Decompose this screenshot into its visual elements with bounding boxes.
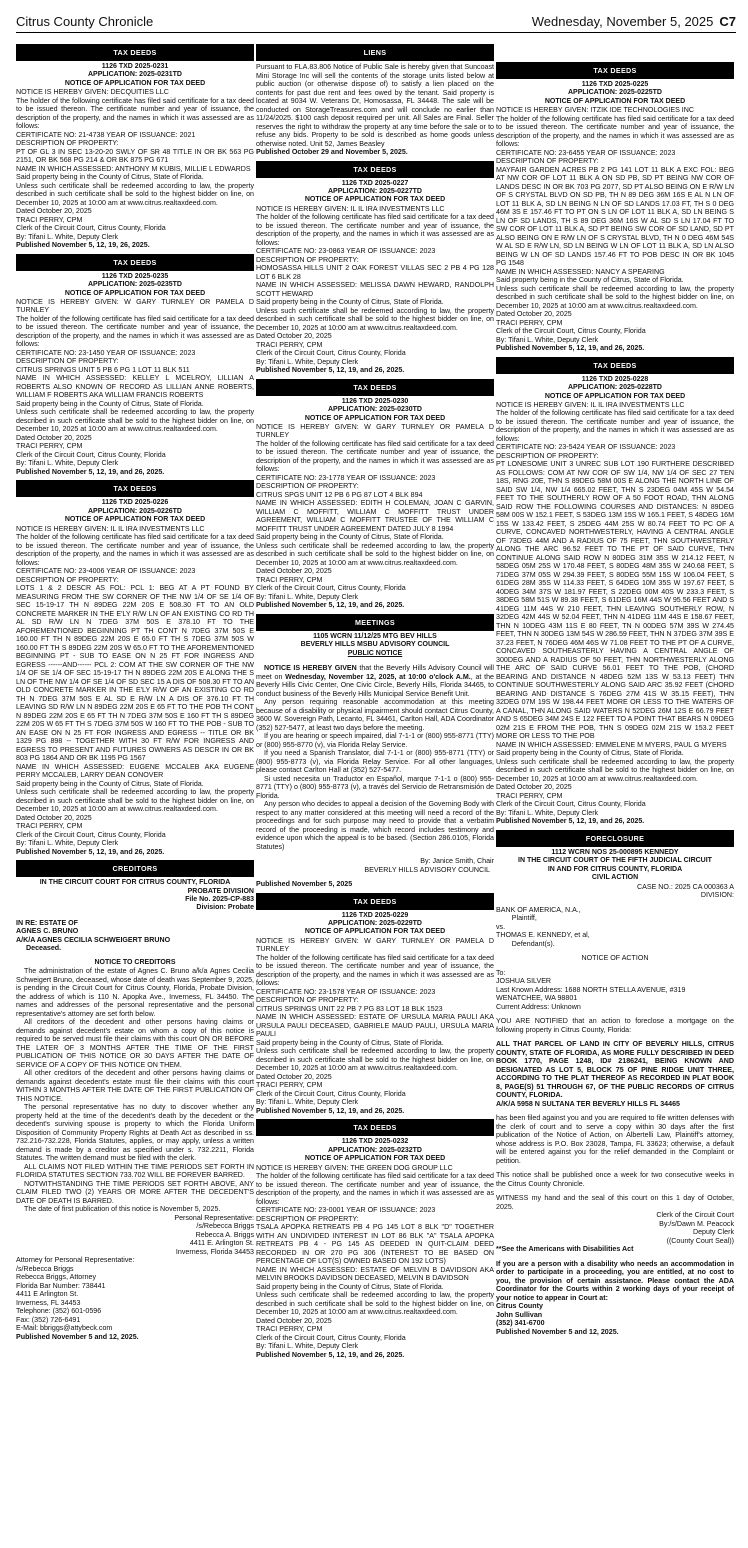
case-number: CASE NO.: 2025 CA 000363 A: [636, 882, 734, 891]
paragraph: If you need a Spanish Translator, dial 7-1-1 or (800) 955-8771 (TTY) or (800) 955-8773 (v), via Florida Relay Service. For all other languages, please contact Carlton Hall at (352) 527-5477.: [256, 749, 494, 775]
column-2: [256, 44, 494, 1542]
paragraph: The administration of the estate of Agnes C. Bruno a/k/a Agnes Cecilia Schweigert Bruno, deceased, whose date of death was September 9, 2025, is pending in the Circuit Court for Citrus County, Florida, Probate Division, the address of which is 110 N. Apopka Ave., Inverness, FL 34450. The names and addresses of the personal representative and the personal representative's attorney are set forth below.: [16, 967, 254, 1018]
attorney-block: Attorney for Personal Representative: /s/Rebecca Briggs Rebecca Briggs, Attorney Florida Bar Number: 738441 4411 E Arlington St. Inverness, FL 34453 Telephone: (352) 601-0596 Fax: (352) 726-6491 E-Mail: bbriggs@attybeck.com: [16, 1256, 135, 1333]
notice-body: NOTICE IS HEREBY GIVEN: W GARY TURNLEY OR PAMELA D TURNLEY The holder of the following certificate has filed said certificate for a tax deed to be issued thereon. The certificate number and year of issuance, the description of the property, and the names in which it was assessed are as follows: CERTIFICATE NO: 23-1578 YEAR OF ISSUANCE: 2023 DESCRIPTION OF PROPERTY: CITRUS SPRINGS UNIT 22 PB 7 PG 83 LOT 18 BLK 1523 NAME IN WHICH ASSESSED: ESTATE OF URSULA MARIA PAULI AKA URSULA PAULI DECEASED, GABRIELE MAUD PAULI, URSULA MARIA PAULI Said property being in the County of Citrus, State of Florida. Unless such certificate shall be redeemed according to law, the property described in such certificate shall be sold to the highest bidder on line, on December 10, 2025 at 10:00 am at www.citrus.realtaxdeed.com. Dated October 20, 2025 TRACI PERRY, CPM Clerk of the Circuit Court, Citrus County, Florida By: Tifani L. White, Deputy Clerk: [256, 936, 494, 1107]
notice-heading: NOTICE OF APPLICATION FOR TAX DEED: [64, 79, 206, 87]
ada-heading: **See the Americans with Disabilities Act: [496, 1245, 634, 1254]
notice-heading: NOTICE OF ACTION: [581, 954, 649, 963]
division-line: PROBATE DIVISION: [187, 887, 254, 895]
sig-line: ((County Court Seal)): [666, 1236, 734, 1245]
section-header-tax-deeds: TAX DEEDS: [256, 893, 494, 910]
personal-representative-block: [16, 1214, 254, 1257]
text-run: that the Beverly Hills Advisory Council will meet on: [256, 664, 494, 681]
notice-body: NOTICE IS HEREBY GIVEN: ITZIK IDE TECHNOLOGIES INC The holder of the following certificate has filed said certificate for a tax deed to be issued thereon. The certificate number and year of issuance, the description of the property, and the names in which it was assessed are as follows: CERTIFICATE NO: 23-6455 YEAR OF ISSUANCE: 2023 DESCRIPTION OF PROPERTY: MAYFAIR GARDEN ACRES PB 2 PG 141 LOT 11 BLK A EXC FOL: BEG AT NW COR OF LOT 11 BLK A ON SD PB, SD PT BEING NW COR OF LANDS DESC IN OR BK 703 PG 2077, SD PT ALSO BEING ON E R/W LN OF S CRYSTAL BLVD ON SD PB, TH N 89 DEG 36M 16S E AL N LN OF LOT 11 BLK A, SD LN BEING N LN OF SD LANDS 17.03 FT, TH S 0 DEG 46M 3S E 157.46 FT TO PT ON S LN OF LOT 11 BLK A, SD LN BEING S LN OF SD LANDS, TH S 89 DEG 36M 16S W AL SD S LN 17.04 FT TO SW COR OF LOT 11 BLK A, SD PT BEING SW COR OF SD LAND, SD PT ALSO BEING ON E R/W LN OF S CRYSTAL BLVD, TH N 0 DEG 46M 54S W AL SD E R/W LN, SD LN BEING W LN OF LOT 11 BLK A, SD LN ALSO BEING W LN OF SD LANDS 157.46 FT TO POB DESC IN OR BK 1045 PG 1548 NAME IN WHICH ASSESSED: NANCY A SPEARING Said property being in the County of Citrus, State of Florida. Unless such certificate shall be redeemed according to law, the property described in such certificate shall be sold to the highest bidder on line, on December 10, 2025 at 10:00 am at www.citrus.realtaxdeed.com. Dated October 20, 2025 TRACI PERRY, CPM Clerk of the Circuit Court, Citrus County, Florida By: Tifani L. White, Deputy Clerk: [496, 106, 734, 344]
estate-caption: [16, 919, 254, 953]
signature-line: By: Janice Smith, Chair: [420, 857, 494, 866]
notice-id: 1105 WCRN 11/12/25 MTG BEV HILLS: [313, 632, 437, 640]
notice-body: NOTICE IS HEREBY GIVEN: THE GREEN DOG GROUP LLC The holder of the following certificate has filed said certificate for a tax deed to be issued thereon. The certificate number and year of issuance, the description of the property, and the names in which it was assessed are as follows: CERTIFICATE NO: 23-0001 YEAR OF ISSUANCE: 2023 DESCRIPTION OF PROPERTY: TSALA APOPKA RETREATS PB 4 PG 145 LOT 8 BLK "D" TOGETHER WITH AN UNDIVIDED INTEREST IN LOT 86 BLK "A" TSALA APOPKA RETREATS PB 4 - PG 145 AS DEEDED IN QUIT-CLAIM DEED RECORDED IN OR 270 PG 306 (INTEREST TO BE BASED ON PERCENTAGE OF LOT(S) OWNED BASED ON 192 LOTS) NAME IN WHICH ASSESSED: ESTATE OF MELVIN B DAVIDSON AKA MELVIN BROOKS DAVIDSON DECEASED, MELVIN B DAVIDSON Said property being in the County of Citrus, State of Florida. Unless such certificate shall be redeemed according to law, the property described in such certificate shall be sold to the highest bidder on line, on December 10, 2025 at 10:00 am at www.citrus.realtaxdeed.com. Dated October 20, 2025 TRACI PERRY, CPM Clerk of the Circuit Court, Citrus County, Florida By: Tifani L. White, Deputy Clerk: [256, 1163, 494, 1351]
publication-dates: Published November 5, 12, 19, and 26, 2025.: [256, 1106, 405, 1115]
court-name: IN THE CIRCUIT COURT OF THE FIFTH JUDICIAL CIRCUIT: [518, 857, 712, 865]
section-header-tax-deeds: TAX DEEDS: [16, 480, 254, 497]
paragraph: has been filed against you and you are required to file written defenses with the clerk of court and to serve a copy within 30 days after the first publication of the Notice of Action, on Albertelli Law, Plaintiff's attorney, whose address is P.O. Box 23028, Tampa, FL 33623; otherwise, a default will be entered against you for the relief demanded in the Complaint or petition.: [496, 1114, 734, 1165]
notice-application: APPLICATION: 2025-0230TD: [327, 406, 422, 414]
date-text: Wednesday, November 5, 2025: [531, 14, 714, 29]
paragraph: Si usted necesita un Traductor en Español, marque 7-1-1 o (800) 955-8771 (TTY) o (800) 955-8773 (v), a través del Servicio de Retransmisión de Florida.: [256, 774, 494, 800]
council-name: BEVERLY HILLS MSBU ADVISORY COUNCIL: [300, 641, 450, 649]
paragraph: YOU ARE NOTIFIED that an action to foreclose a mortgage on the following property in Citrus County, Florida:: [496, 1017, 734, 1034]
paragraph: The date of first publication of this notice is November 5, 2025.: [24, 1205, 221, 1214]
notice-id: 1126 TXD 2025-0230: [341, 397, 409, 405]
notice-heading: NOTICE OF APPLICATION FOR TAX DEED: [304, 196, 446, 204]
section-header-tax-deeds: TAX DEEDS: [256, 1119, 494, 1136]
publication-dates: Published November 5, 12, 19, and 26, 2025.: [496, 344, 645, 353]
notice-heading: NOTICE OF APPLICATION FOR TAX DEED: [544, 97, 686, 105]
notice-title: [496, 81, 734, 106]
notice-application: APPLICATION: 2025-0227TD: [327, 187, 422, 195]
notice-title: [496, 376, 734, 401]
meeting-datetime: Wednesday, November 12, 2025, at 10:00 o'clock A.M.: [285, 672, 471, 681]
section-header-tax-deeds: TAX DEEDS: [496, 357, 734, 374]
notice-application: APPLICATION: 2025-0228TD: [567, 384, 662, 392]
masthead: [16, 10, 736, 33]
section-header-foreclosure: FORECLOSURE: [496, 830, 734, 847]
notice-id: 1112 WCRN NOS 25-000895 KENNEDY: [551, 848, 679, 856]
sig-line: Clerk of the Circuit Court: [656, 1211, 734, 1220]
publication-dates: Published October 29 and November 5, 2025.: [256, 148, 408, 156]
paragraph: The personal representative has no duty to discover whether any property held at the time of the decedent's death by the decedent or the decedent's surviving spouse is property to which the Florida Uniform Disposition of Community Property Rights at Death Act as described in ss. 732.216-732.228, Florida Statutes, applies, or may apply, unless a written demand is made by a creditor as specified under s. 732.2211, Florida Statutes. The written demand must be filed with the clerk.: [16, 1103, 254, 1163]
notice-heading: NOTICE TO CREDITORS: [94, 958, 176, 966]
sig-line: Deputy Clerk: [692, 1228, 734, 1237]
notice-application: APPLICATION: 2025-0225TD: [567, 89, 662, 97]
notice-id: 1126 TXD 2025-0229: [341, 911, 409, 919]
decedent-aka: A/K/A AGNES CECILIA SCHWEIGERT BRUNO: [16, 935, 171, 944]
sig-line: Personal Representative:: [174, 1213, 254, 1222]
notice-title: [16, 63, 254, 88]
notice-application: APPLICATION: 2025-0231TD: [87, 71, 182, 79]
notice-id: 1126 TXD 2025-0235: [101, 272, 169, 280]
notice-heading: NOTICE OF APPLICATION FOR TAX DEED: [304, 928, 446, 936]
caption-line: Deceased.: [26, 944, 62, 953]
publication-dates: Published November 5, 12, 19, and 26, 2025.: [256, 1350, 405, 1359]
text-run: , at the Beverly Hills Civic Center, One Civic Circle, Beverly Hills, Florida 34465, to conduct business of the Beverly Hills Municipal Service Benefit Unit.: [256, 672, 494, 698]
notice-title: [16, 499, 254, 524]
notice-application: APPLICATION: 2025-0226TD: [87, 507, 182, 515]
notice-body: Pursuant to FLA.83.806 Notice of Public Sale is hereby given that Suncoast Mini Storage Inc will sell the contents of the storage units listed below at public auction (or otherwise dispose of) to satisfy a lien placed on the contents for past due rent and fees owed by the tenant. Said property is located at 9034 W. Veterans Dr, Homosassa, FL 34448. The sale will be conducted on StorageTreasures.com and will conclude no earlier than 11/24/2025. $100 cash deposit required per unit. All Sales are Final. Seller reserves the right to withdraw the property at any time before the sale or to refuse any bids. Property to be sold is described as home goods unless otherwise noted. Unit 52, James Beasley: [256, 63, 494, 148]
paragraph: WITNESS my hand and the seal of this court on this 1 day of October, 2025.: [496, 1194, 734, 1211]
decedent-name: AGNES C. BRUNO: [16, 927, 79, 936]
ada-notice: If you are a person with a disability who needs an accommodation in order to participate in a proceeding, you are entitled, at no cost to you, the provision of certain assistance. Please contact the ADA Coordinator for the Courts within 2 working days of your receipt of your notice to appear in Court at: Citrus County John Sullivan (352) 341-6700: [496, 1259, 734, 1328]
notice-id: 1126 TXD 2025-0232: [341, 1138, 409, 1146]
page-number: C7: [719, 14, 736, 29]
issue-date: [532, 14, 736, 32]
clerk-signature: [496, 1211, 734, 1245]
sig-line: 4411 E. Arlington St.: [189, 1239, 254, 1248]
paragraph: NOTWITHSTANDING THE TIME PERIODS SET FORTH ABOVE, ANY CLAIM FILED TWO (2) YEARS OR MORE AFTER THE DECEDENT'S DATE OF DEATH IS BARRED.: [16, 1179, 254, 1205]
notice-title: [256, 633, 494, 658]
notice-application: APPLICATION: 2025-0235TD: [87, 281, 182, 289]
section-header-liens: LIENS: [256, 44, 494, 61]
sig-line: Rebecca A. Briggs: [195, 1230, 254, 1239]
publication-dates: Published November 5, 12, 19, and 26, 2025.: [16, 467, 165, 476]
section-header-tax-deeds: TAX DEEDS: [16, 44, 254, 61]
notice-title: [256, 398, 494, 423]
publication-dates: Published November 5, 12, 19, and 26, 2025.: [256, 366, 405, 375]
section-header-meetings: MEETINGS: [256, 614, 494, 631]
notice-heading: NOTICE OF APPLICATION FOR TAX DEED: [304, 1155, 446, 1163]
notice-id: 1126 TXD 2025-0225: [581, 81, 649, 88]
notice-application: APPLICATION: 2025-0229TD: [327, 920, 422, 928]
paragraph: This notice shall be published once a week for two consecutive weeks in the Citrus County Chronicle.: [496, 1171, 734, 1188]
paragraph: Any person requiring reasonable accommodation at this meeting because of a disability or physical impairment should contact Citrus County, 3600 W. Sovereign Path, Lecanto, FL 34461, Carlton Hall, ADA Coordinator (352) 527-5477, at least two days before the meeting.: [256, 698, 494, 732]
newspaper-name: Citrus County Chronicle: [16, 14, 154, 29]
notice-application: APPLICATION: 2025-0232TD: [327, 1146, 422, 1154]
paragraph: All other creditors of the decedent and other persons having claims or demands against decedent's estate must file their claims with this court WITHIN 3 MONTHS AFTER THE DATE OF THE FIRST PUBLICATION OF THIS NOTICE.: [16, 1069, 254, 1103]
court-division: [16, 888, 254, 913]
case-division: DIVISION:: [700, 891, 734, 900]
notice-heading: NOTICE OF APPLICATION FOR TAX DEED: [64, 516, 206, 524]
paragraph: [256, 664, 494, 698]
paragraph: Any person who decides to appeal a decision of the Governing Body with respect to any matter considered at this meeting will need a record of the proceedings and for such purpose may need to provide that a verbatim record of the proceeding is made, which record includes testimony and evidence upon which the appeal is to be based. (Section 286.0105, Florida Statutes): [256, 800, 494, 851]
legal-description: ALL THAT PARCEL OF LAND IN CITY OF BEVERLY HILLS, CITRUS COUNTY, STATE OF FLORIDA, AS MORE FULLY DESCRIBED IN DEED BOOK 1770, PAGE 1248, ID# 2186241, BEING KNOWN AND DESIGNATED AS LOT 5, BLOCK 75 OF PINE RIDGE UNIT THREE, ACCORDING TO THE PLAT THEREOF AS RECORDED IN PLAT BOOK 8, PAGE(S) 51 THROUGH 67, OF THE PUBLIC RECORDS OF CITRUS COUNTY, FLORIDA. A/K/A 5958 N SULTANA TER BEVERLY HILLS FL 34465: [496, 1040, 734, 1108]
notice-id: 1126 TXD 2025-0231: [101, 63, 169, 70]
section-header-tax-deeds: TAX DEEDS: [256, 379, 494, 396]
defendant-address: To: JOSHUA SILVER Last Known Address: 1688 NORTH STELLA AVENUE, #319 WENATCHEE, WA 98801 Current Address: Unknown: [496, 968, 686, 1011]
notice-title: [496, 849, 734, 883]
notice-heading: NOTICE OF APPLICATION FOR TAX DEED: [544, 392, 686, 400]
column-1: [16, 44, 254, 1542]
notice-heading: NOTICE OF APPLICATION FOR TAX DEED: [304, 414, 446, 422]
caption-line: IN RE: ESTATE OF: [16, 918, 79, 927]
publication-dates: Published November 5, 2025: [256, 880, 353, 889]
publication-dates: Published November 5 and 12, 2025.: [496, 1327, 619, 1336]
signature-line: BEVERLY HILLS ADVISORY COUNCIL: [364, 865, 490, 874]
paragraph: If you are hearing or speech impaired, dial 7-1-1 or (800) 955-8771 (TTY) or (800) 955-8770 (v), via Florida Relay Service.: [256, 732, 494, 749]
paragraph: ALL CLAIMS NOT FILED WITHIN THE TIME PERIODS SET FORTH IN FLORIDA STATUTES SECTION 733.702 WILL BE FOREVER BARRED.: [16, 1162, 254, 1180]
section-header-tax-deeds: TAX DEEDS: [256, 161, 494, 178]
publication-dates: Published November 5 and 12, 2025.: [16, 1332, 139, 1341]
notice-body: NOTICE IS HEREBY GIVEN: IL IL IRA INVESTMENTS LLC The holder of the following certificate has filed said certificate for a tax deed to be issued thereon. The certificate number and year of issuance, the description of the property, and the names in which it was assessed are as follows: CERTIFICATE NO: 23-0863 YEAR OF ISSUANCE: 2023 DESCRIPTION OF PROPERTY: HOMOSASSA HILLS UNIT 2 OAK FOREST VILLAS SEC 2 PB 4 PG 128 LOT 6 BLK 28 NAME IN WHICH ASSESSED: MELISSA DAWN HEWARD, RANDOLPH SCOTT HEWARD Said property being in the County of Citrus, State of Florida. Unless such certificate shall be redeemed according to law, the property described in such certificate shall be sold to the highest bidder on line, on December 10, 2025 at 10:00 am at www.citrus.realtaxdeed.com. Dated October 20, 2025 TRACI PERRY, CPM Clerk of the Circuit Court, Citrus County, Florida By: Tifani L. White, Deputy Clerk: [256, 204, 494, 366]
court-name: IN THE CIRCUIT COURT FOR CITRUS COUNTY, FLORIDA: [39, 879, 231, 887]
notice-title: [256, 180, 494, 205]
notice-body: NOTICE IS HEREBY GIVEN: IL IL IRA INVESTMENTS LLC The holder of the following certificate has filed said certificate for a tax deed to be issued thereon. The certificate number and year of issuance, the description of the property, and the names in which it was assessed are as follows: CERTIFICATE NO: 23-4006 YEAR OF ISSUANCE: 2023 DESCRIPTION OF PROPERTY: LOTS 1 & 2 DESCR AS FOL: PCL 1: BEG AT A PT FOUND BY MEASURING FROM THE SW CORNER OF THE NW 1/4 OF SE 1/4 OF SEC 15-19-17 TH N 89DEG 22M 20S E 508.30 FT TO AN OLD CONCRETE MARKER IN THE E'LY R/W LN OF AN EXISTING CO RD TH AL SD R/W LN N 7DEG 37M 50S E 378.10 FT TO THE AFOREMENTIONED BEGINNING PT TH CONT N 7DEG 37M 50S E 160.00 FT TH N 89DEG 22M 20S E 65.0 FT TH S 7DEG 37M 50S W 160.00 FT TH S 89DEG 22M 20S W 65.0 FT TO THE AFOREMENTIONED BEGINNING PT - SUB TO EASE ON N 25 FT FOR INGRESS AND EGRESS ------AND------ PCL 2: COM AT THE SW CORNER OF THE NW 1/4 OF SE 1/4 OF SEC 15-19-17 TH N 89DEG 22M 20S E ALONG THE S LN OF THE NW 1/4 OF SE 1/4 OF SD SEC 15 A DIS OF 508.30 FT TO AN OLD CONCRETE MARKER IN THE E'LY R/W OF AN EXISTING CO RD TH N 7DEG 37M 50S E AL SD E R/W LN A DIS OF 376.10 FT TH LEAVING SD R/W LN N 89DEG 22M 20S E 65 FT TO THE POB TH CONT N 89DEG 22M 20S E 65 FT TH N 7DEG 37M 50S E 160 FT TH S 89DEG 22M 20S W 65 FT TH S 7DEG 37M 50S W 160 FT TO THE POB - SUB TO AN EASE ON N 25 FT FOR INGRESS AND EGRESS -- TITLE OR BK 1329 PG 898 -- TOGETHER WITH 30 FT R/W FOR INGRESS AND EGRESS TO PRESENT AND FUTURES OWNERS AS DESCR IN OR BK 803 PG 1864 AND OR BK 1195 PG 1567 NAME IN WHICH ASSESSED: EUGENE MCCALEB AKA EUGENE PERRY MCCALEB, LARRY DEAN CONOVER Said property being in the County of Citrus, State of Florida. Unless such certificate shall be redeemed according to law, the property described in such certificate shall be sold to the highest bidder on line, on December 10, 2025 at 10:00 am at www.citrus.realtaxdeed.com. Dated October 20, 2025 TRACI PERRY, CPM Clerk of the Circuit Court, Citrus County, Florida By: Tifani L. White, Deputy Clerk: [16, 524, 254, 848]
division-line: Division: Probate: [196, 904, 254, 912]
notice-title: [256, 1138, 494, 1163]
publication-dates: Published November 5, 12, 19, and 26, 2025.: [16, 847, 165, 856]
section-header-tax-deeds: TAX DEEDS: [496, 62, 734, 79]
notice-body: NOTICE IS HEREBY GIVEN: W GARY TURNLEY OR PAMELA D TURNLEY The holder of the following certificate has filed said certificate for a tax deed to be issued thereon. The certificate number and year of issuance, the description of the property, and the names in which it was assessed are as follows: CERTIFICATE NO: 23-1778 YEAR OF ISSUANCE: 2023 DESCRIPTION OF PROPERTY: CITRUS SPGS UNIT 12 PB 6 PG 87 LOT 4 BLK 894 NAME IN WHICH ASSESSED: EDITH H COLEMAN, JOAN C GARVIN, WILLIAM C MOFFITT, WILLIAM C MOFFITT TRUST UNDER AGREEMENT, WILLIAM C MOFFITT TRUSTEE OF THE WILLIAM C MOFFITT TRUST UNDER AGREEMENT DATED JULY 8 1994 Said property being in the County of Citrus, State of Florida. Unless such certificate shall be redeemed according to law, the property described in such certificate shall be sold to the highest bidder on line, on December 10, 2025 at 10:00 am at www.citrus.realtaxdeed.com. Dated October 20, 2025 TRACI PERRY, CPM Clerk of the Circuit Court, Citrus County, Florida By: Tifani L. White, Deputy Clerk: [256, 422, 494, 601]
notice-id: 1126 TXD 2025-0226: [101, 499, 169, 507]
notice-body: NOTICE IS HEREBY GIVEN: W GARY TURNLEY OR PAMELA D TURNLEY The holder of the following certificate has filed said certificate for a tax deed to be issued thereon. The certificate number and year of issuance, the description of the property, and the names in which it was assessed are as follows: CERTIFICATE NO: 23-1450 YEAR OF ISSUANCE: 2023 DESCRIPTION OF PROPERTY: CITRUS SPRINGS UNIT 5 PB 6 PG 1 LOT 11 BLK 511 NAME IN WHICH ASSESSED: KELLEY L MCELROY, LILLIAN A ROBERTS ALSO KNOWN OF RECORD AS LILLIAN ANNE ROBERTS, WILLIAM F ROBERTS AKA WILLIAM FRANCIS ROBERTS Said property being in the County of Citrus, State of Florida. Unless such certificate shall be redeemed according to law, the property described in such certificate shall be sold to the highest bidder on line, on December 10, 2025 at 10:00 am at www.citrus.realtaxdeed.com. Dated October 20, 2025 TRACI PERRY, CPM Clerk of the Circuit Court, Citrus County, Florida By: Tifani L. White, Deputy Clerk: [16, 297, 254, 468]
publication-dates: Published November 5, 12, 19, 26, 2025.: [16, 241, 150, 250]
notice-heading: PUBLIC NOTICE: [347, 649, 403, 657]
publication-dates: Published November 5, 12, 19, and 26, 2025.: [496, 817, 645, 826]
notice-title: [256, 912, 494, 937]
notice-heading: NOTICE OF APPLICATION FOR TAX DEED: [64, 289, 206, 297]
sig-line: By:/s/Dawn M. Peacock: [659, 1219, 734, 1228]
notice-id: 1126 TXD 2025-0227: [341, 179, 409, 187]
notice-title: [16, 273, 254, 298]
section-header-creditors: CREDITORS: [16, 860, 254, 877]
column-3: [496, 44, 734, 1542]
action-type: CIVIL ACTION: [591, 874, 639, 882]
notice-body: NOTICE IS HEREBY GIVEN: DECQUITIES LLC The holder of the following certificate has filed said certificate for a tax deed to be issued thereon. The certificate number and year of issuance, the description of the property, and the names in which it was assessed are as follows: CERTIFICATE NO: 21-4738 YEAR OF ISSUANCE: 2021 DESCRIPTION OF PROPERTY: PT OF GL 3 IN SEC 13-20-20 SWLY OF SR 48 TITLE IN OR BK 563 PG 2151, OR BK 568 PG 214 & OR BK 875 PG 671 NAME IN WHICH ASSESSED: ANTHONY M KUBIS, MILLIE L EDWARDS Said property being in the County of Citrus, State of Florida. Unless such certificate shall be redeemed according to law, the property described in such certificate shall be sold to the highest bidder on line, on December 10, 2025 at 10:00 am at www.citrus.realtaxdeed.com. Dated October 20, 2025 TRACI PERRY, CPM Clerk of the Circuit Court, Citrus County, Florida By: Tifani L. White, Deputy Clerk: [16, 88, 254, 241]
publication-dates: Published November 5, 12, 19, and 26, 2025.: [256, 601, 405, 610]
section-header-tax-deeds: TAX DEEDS: [16, 254, 254, 271]
case-parties: BANK OF AMERICA, N.A., Plaintiff, vs. THOMAS E. KENNEDY, et al, Defendant(s).: [496, 905, 590, 948]
paragraph: All creditors of the decedent and other persons having claims or demands against decedent's estate on whom a copy of this notice is required to be served must file their claims with this court ON OR BEFORE THE LATER OF 3 MONTHS AFTER THE TIME OF THE FIRST PUBLICATION OF THIS NOTICE OR 30 DAYS AFTER THE DATE OF SERVICE OF A COPY OF THIS NOTICE ON THEM.: [16, 1018, 254, 1069]
emphasis: NOTICE IS HEREBY GIVEN: [264, 664, 357, 673]
sig-line: Inverness, Florida 34453: [175, 1247, 254, 1256]
file-number: File No. 2025-CP-883: [185, 895, 254, 903]
notice-id: 1126 TXD 2025-0228: [581, 375, 649, 383]
notice-body: NOTICE IS HEREBY GIVEN: IL IL IRA INVESTMENTS LLC The holder of the following certificate has filed said certificate for a tax deed to be issued thereon. The certificate number and year of issuance, the description of the property, and the names in which it was assessed are as follows: CERTIFICATE NO: 23-5424 YEAR OF ISSUANCE: 2023 DESCRIPTION OF PROPERTY: PT LONESOME UNIT 3 UNREC SUB LOT 190 FURTHERE DESCRIBED AS FOLLOWS: COM AT NW COR OF SW 1/4, NW 1/4 OF SEC 27 TEN 18S, RNG 20E, THN S 89DEG 58M 00S E ALONG THE NORTH LINE OF SAID SW 1/4, NW 1/4 665.02 FEET, THN S 23DEG 04M 45S W 54.54 FEET TO THE SOUTHERLY ROW OF A 50 FOOT ROAD, THN ALONG SAID ROW THE FOLLOWING COURSES AND DISTANCES: N 89DEG 58M 00S W 152.1 FEET, S 53DEG 13M 15S W 165.1 FEET, S 48DEG 16M 15S W 133.42 FEET, S 25DEG 44M 25S W 80.74 FEET TO PC OF A CURVE, CONCAVED NORTHWESTERLY, HAVING A CENTRAL ANGLE OF 73DEG 44M AND A RADIUS OF 75 FEET, THN SOUTHWESTERLY ALONG THE ARC 96.52 FEET TO THE PT OF SAID CURVE, THN CONTINUE ALONG SAID ROW N 80DEG 31M 35S W 214.12 FEET, N 58DEG 05M 25S W 170.48 FEET, S 80DEG 48M 35S W 240.68 FEET, S 71DEG 37M 05S W 294.39 FEET, S 80DEG 55M 15S W 106.04 FEET, S 61DEG 28M 35S W 114.33 FEET, S 64DEG 10M 35S W 197.67 FEET, S 40DEG 34M 37S W 181.97 FEET, S 22DEG 00M 40S W 233.3 FEET, S 38DEG 58M 51S W 89.38 FEET, S 61DEG 16M 44S W 95.56 FEET AND S 41DEG 11M 44S W 210 FEET, THN LEAVING SOUTHERLY ROW, N 32DEG 42M 44S W 52.04 FEET, THN N 41DEG 11M 44S E 158.67 FEET, THN N 10DEG 43M 11S E 80 FEET, TN N 00DEG 57M 39S W 274.45 FEET, THN N 30DEG 13M 54S W 286.59 FEET, THN N 37DEG 37M 39S E 37.23 FEET, N 76DEG 46M 46S W 71.08 FEET TO THE PT OF A CURVE, CONCAVED SOUTHEASTERLY HAVING A CENTRAL ANGLE OF 300DEG AND A RADIUS OF 50 FEET, THN NORTHWESTERLY ALONG THE ARC OF SAID CURVE 56.01 FEET TO THE POB, (CHORD BEARING AND DISTANCE N 48DEG 52M 13S W 53.13 FEET) THN CONTINUE SOUTHWESTERLY ALONG SAID ARC 35.92 FEET (CHORD BEARING AND DISTANCE S 76DEG 27M 41S W 35.15 FEET), THN 32DEG 07M 19S W 198.44 FEET MORE OR LESS TO THE WATERS OF A CANAL, THN ALONG SAID WATERS N 52DEG 26M 12S E 66.79 FEET AND S 65DEG 34M 24S E 122 FEET TO A POINT THAT BEARS N 09DEG 02M 21S E FROM THE POB, THN S 09DEG 02M 21S W 153.2 FEET MORE OR LESS TO THE POB NAME IN WHICH ASSESSED: EMMELENE M MYERS, PAUL G MYERS Said property being in the County of Citrus, State of Florida. Unless such certificate shall be redeemed according to law, the property described in such certificate shall be sold to the highest bidder on line, on December 10, 2025 at 10:00 am at www.citrus.realtaxdeed.com. Dated October 20, 2025 TRACI PERRY, CPM Clerk of the Circuit Court, Citrus County, Florida By: Tifani L. White, Deputy Clerk: [496, 400, 734, 817]
court-county: IN AND FOR CITRUS COUNTY, FLORIDA: [547, 865, 683, 873]
sig-line: /s/Rebecca Briggs: [196, 1222, 254, 1231]
